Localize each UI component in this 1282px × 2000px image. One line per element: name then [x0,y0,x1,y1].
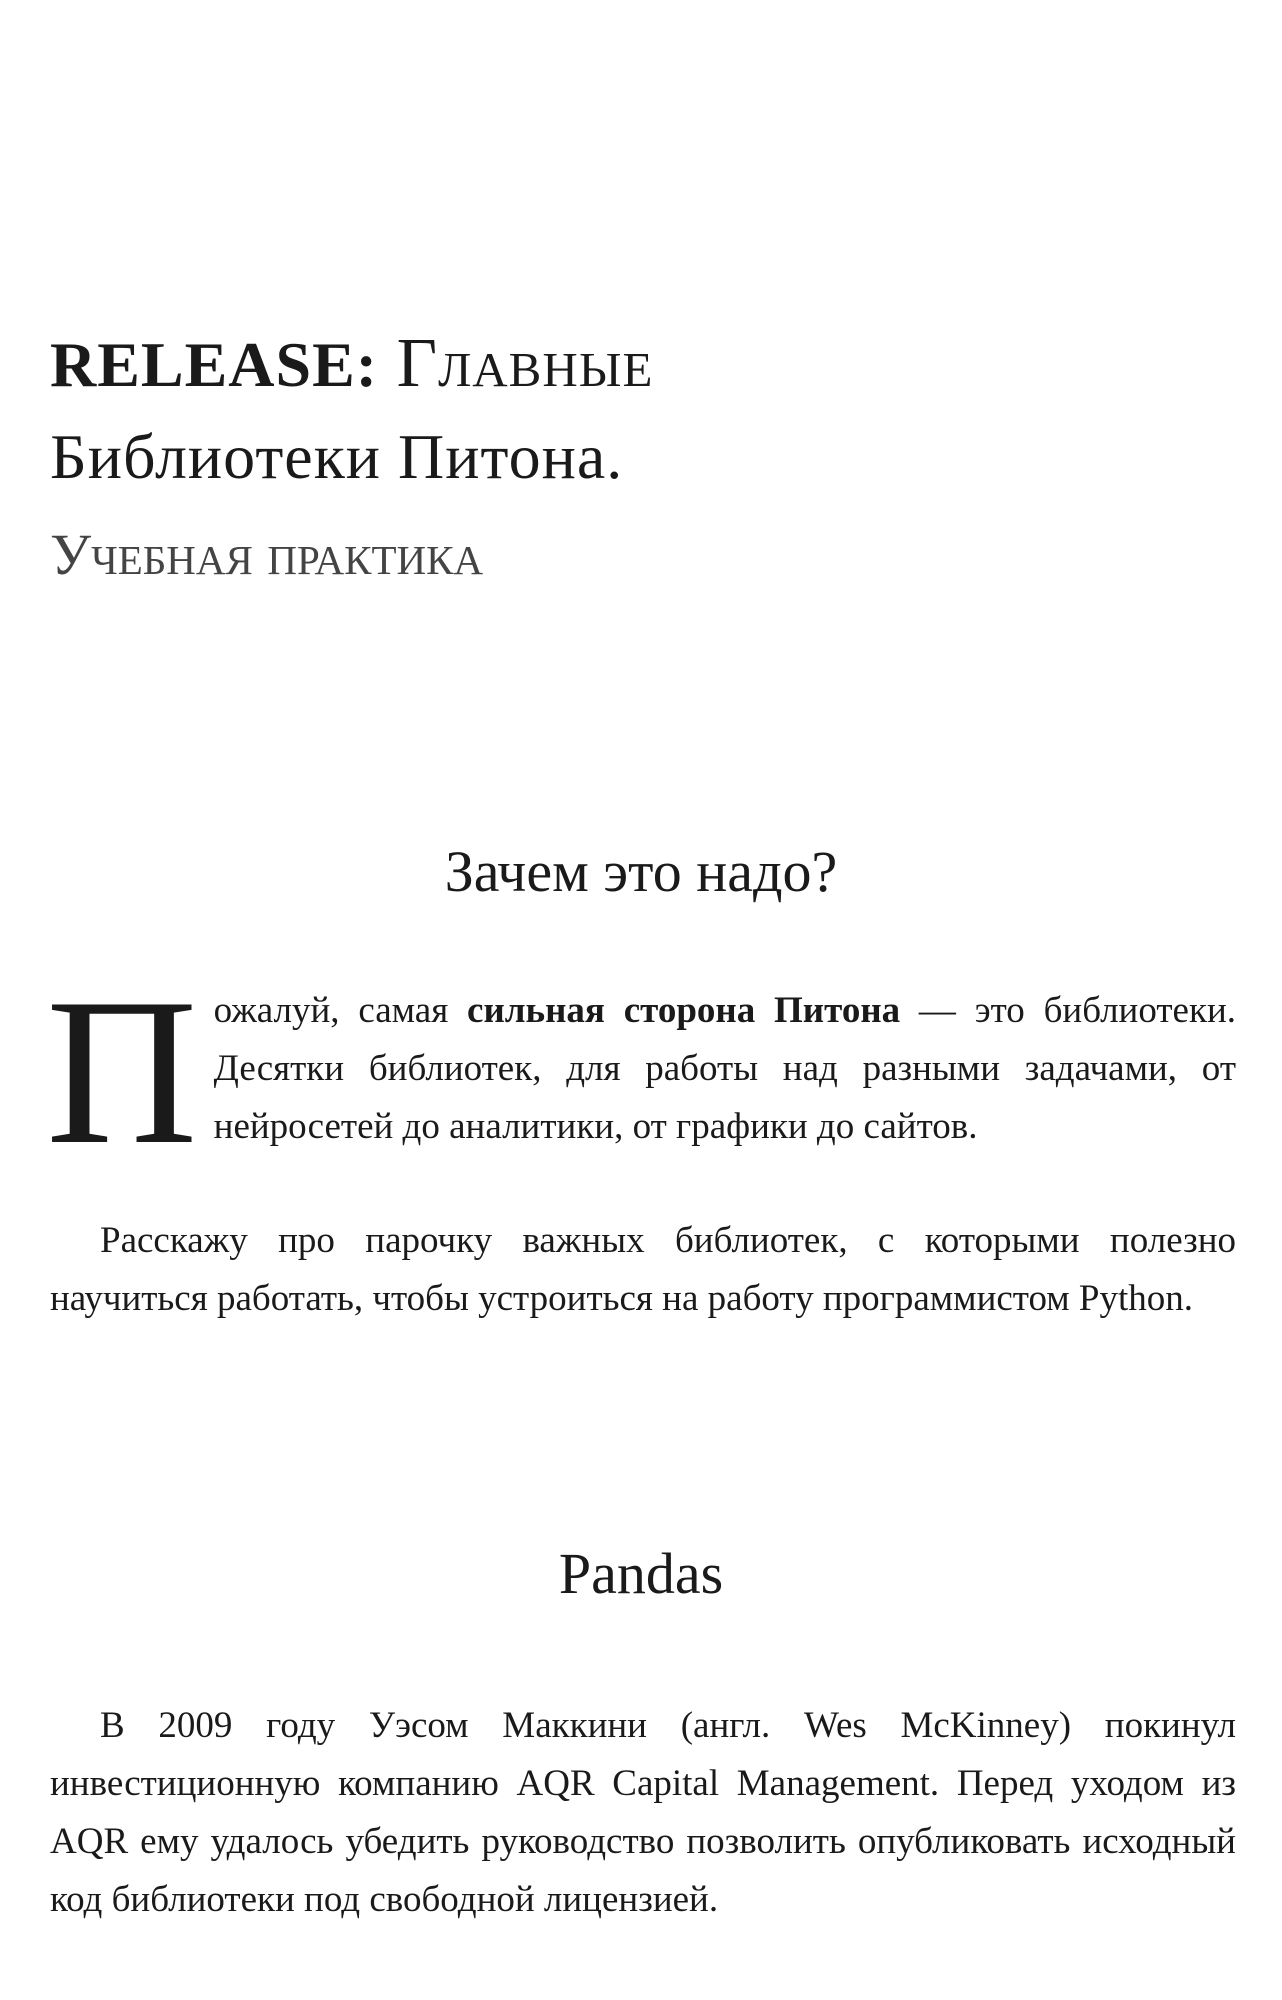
section-heading-why: Зачем это надо? [444,839,838,904]
chapter-title-line-2: Библиотеки Питона. [50,421,624,492]
intro-text-end: — это библиотеки. Десятки библиотек, для работы над разными задачами, от нейросетей до аналитики, от графики до сайтов. [213,990,1236,1147]
chapter-title-release: RELEASE: [50,329,379,400]
pandas-paragraph: В 2009 году Уэсом Маккини (англ. Wes McKinney) покинул инвестиционную компанию AQR Capital Management. Перед уходом из AQR ему удалось убедить руководство позволить опубликовать исходный код библиотеки под свободной лицензией. [50,1705,1236,1920]
libraries-paragraph: Расскажу про парочку важных библиотек, с которыми полезно научиться работать, чтобы устроиться на работу программистом Python. [50,1220,1236,1319]
section-heading-pandas: Pandas [558,1541,724,1606]
intro-text-start: ожалуй, самая [213,990,468,1031]
chapter-title-rest: Главные [378,325,654,402]
chapter-title-block [50,318,1230,601]
chapter-subtitle: Учебная практика [50,522,484,587]
drop-cap-letter: П [46,956,198,1188]
intro-bold-phrase: сильная сторона Питона [467,990,901,1031]
intro-paragraph [46,956,1236,1188]
chapter-title-line-1 [50,318,1230,411]
